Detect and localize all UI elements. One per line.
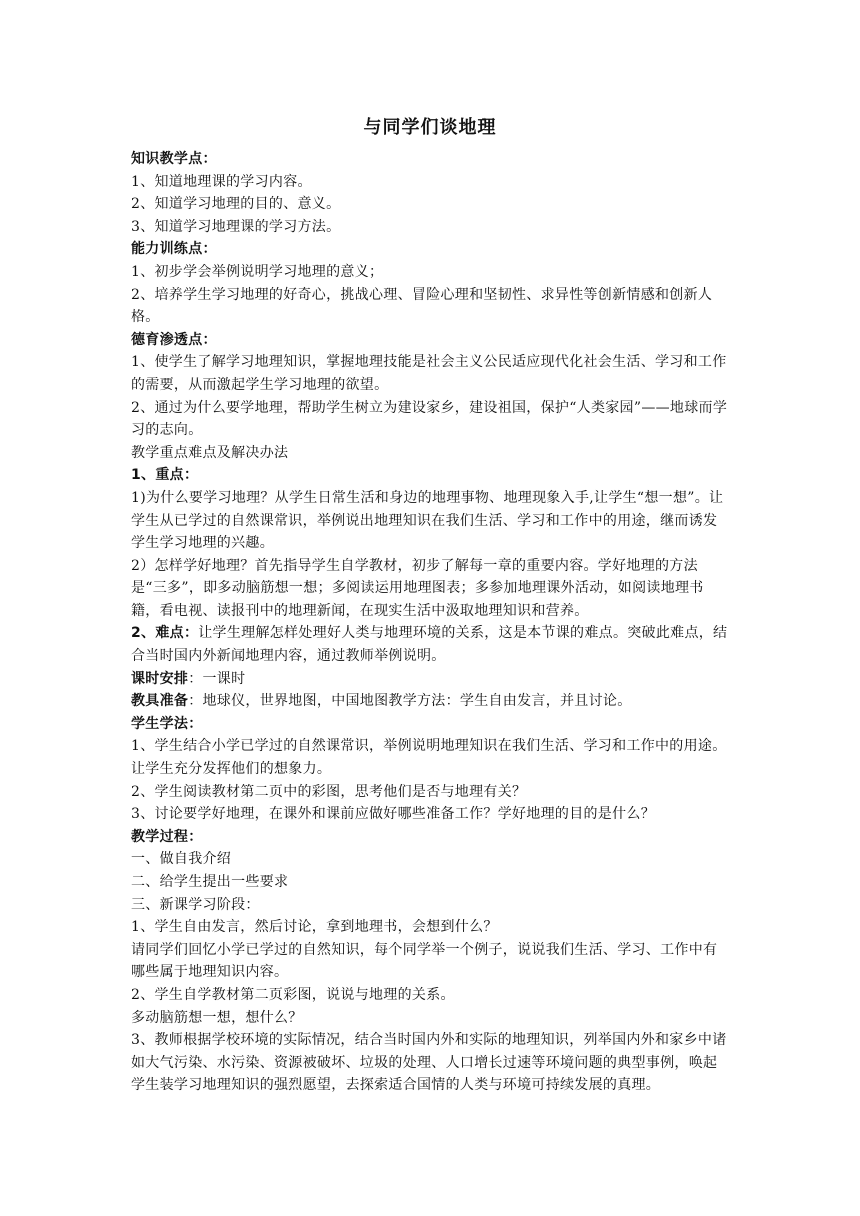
focus-label: 1、重点：: [131, 467, 199, 484]
process-line-8: 3、教师根据学校环境的实际情况，结合当时国内外和实际的地理知识，列举国内外和家乡中诸如大气污染、水污染、资源被破坏、垃圾的处理、人口增长过速等环境问题的典型事例，唤起学生装学习地理知识的强烈愿望，去探索适合国情的人类与环境可持续发展的真理。: [131, 1032, 727, 1094]
difficulty-text: 让学生理解怎样处理好人类与地理环境的关系，这是本节课的难点。突破此难点，结合当时国内外新闻地理内容，通过教师举例说明。: [131, 625, 728, 665]
study-heading: 学生学法：: [131, 715, 203, 732]
knowledge-heading: 知识教学点：: [131, 151, 217, 167]
difficulty-label: 2、难点：: [131, 625, 199, 642]
schedule-text: ：一课时: [188, 670, 246, 687]
key-points-heading: 教学重点难点及解决办法: [131, 444, 289, 461]
tools-line: [131, 690, 731, 713]
process-line-2: 二、给学生提出一些要求: [131, 874, 289, 890]
focus-item-1: 1)为什么要学习地理？从学生日常生活和身边的地理事物、地理现象入手,让学生“想一想”。让学生从已学过的自然课常识，举例说出地理知识在我们生活、学习和工作中的用途，继而诱发学生学习地理的兴趣。: [131, 489, 724, 552]
process-line-6: 2、学生自学教材第二页彩图，说说与地理的关系。: [131, 986, 455, 1003]
process-line-4: 1、学生自由发言，然后讨论，拿到地理书，会想到什么？: [131, 919, 498, 936]
process-line-5: 请同学们回忆小学已学过的自然知识，每个同学举一个例子，说说我们生活、学习、工作中有哪些属于地理知识内容。: [131, 941, 718, 981]
ability-item-1: 1、初步学会举例说明学习地理的意义；: [131, 263, 384, 280]
process-heading: 教学过程：: [131, 828, 203, 845]
difficulty-paragraph: [131, 622, 731, 667]
ability-item-2: 2、培养学生学习地理的好奇心，挑战心理、冒险心理和坚韧性、求异性等创新情感和创新人格。: [131, 286, 713, 326]
moral-item-2: 2、通过为什么要学地理，帮助学生树立为建设家乡，建设祖国，保护“人类家园”——地球而学习的志向。: [131, 399, 728, 439]
knowledge-item-1: 1、知道地理课的学习内容。: [131, 173, 312, 190]
knowledge-item-2: 2、知道学习地理的目的、意义。: [131, 196, 341, 213]
moral-item-1: 1、使学生了解学习地理知识，掌握地理技能是社会主义公民适应现代化社会生活、学习和工作的需要，从而激起学生学习地理的欲望。: [131, 354, 727, 393]
ability-heading: 能力训练点：: [131, 241, 217, 258]
process-line-3: 三、新课学习阶段：: [131, 896, 260, 913]
schedule-label: 课时安排: [131, 670, 189, 687]
tools-label: 教具准备: [131, 693, 189, 710]
moral-heading: 德育渗透点：: [131, 331, 217, 348]
knowledge-item-3: 3、知道学习地理课的学习方法。: [131, 218, 341, 235]
process-line-7: 多动脑筋想一想，想什么？: [131, 1009, 303, 1026]
study-item-2: 2、学生阅读教材第二页中的彩图，思考他们是否与地理有关？: [131, 783, 527, 800]
process-line-1: 一、做自我介绍: [131, 851, 232, 868]
schedule-line: [131, 668, 731, 691]
study-item-1: 1、学生结合小学已学过的自然课常识，举例说明地理知识在我们生活、学习和工作中的用途。让学生充分发挥他们的想象力。: [131, 738, 727, 778]
tools-text: ：地球仪，世界地图，中国地图教学方法：学生自由发言，并且讨论。: [188, 693, 632, 710]
document-body: [131, 148, 731, 1097]
study-item-3: 3、讨论要学好地理，在课外和课前应做好哪些准备工作？学好地理的目的是什么？: [131, 806, 656, 823]
focus-item-2: 2）怎样学好地理？首先指导学生自学教材，初步了解每一章的重要内容。学好地理的方法是“三多”，即多动脑筋想一想；多阅读运用地理图表；多参加地理课外活动，如阅读地理书籍，看电视、读报刊中的地理新闻，在现实生活中汲取地理知识和营养。: [131, 557, 704, 619]
page-title: 与同学们谈地理: [363, 117, 497, 138]
